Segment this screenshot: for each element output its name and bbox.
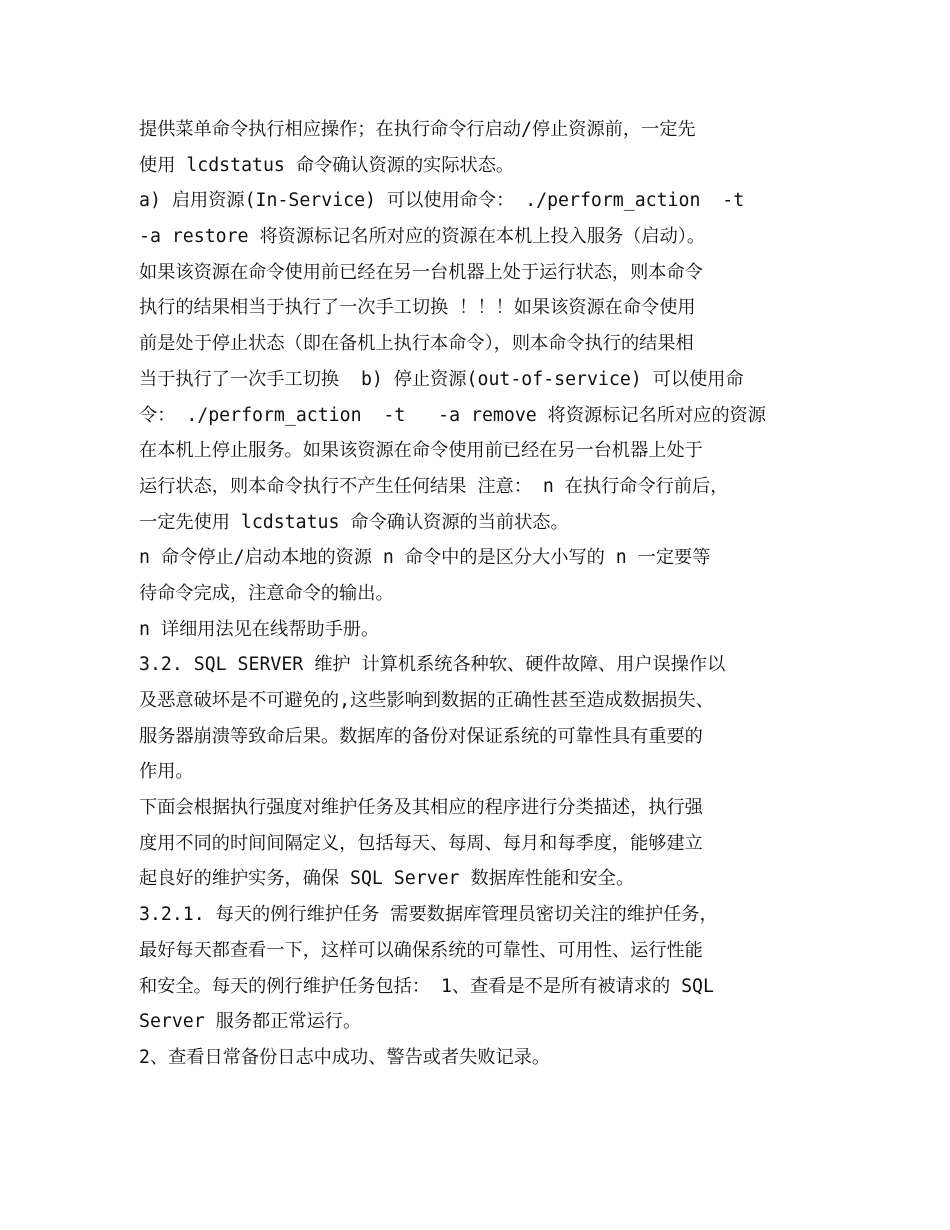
text-line: 起良好的维护实务，确保 SQL Server 数据库性能和安全。: [139, 868, 635, 890]
text-line: 下面会根据执行强度对维护任务及其相应的程序进行分类描述，执行强: [139, 797, 703, 819]
text-line: 前是处于停止状态（即在备机上执行本命令），则本命令执行的结果相: [139, 333, 694, 355]
text-line: 提供菜单命令执行相应操作；在执行命令行启动/停止资源前，一定先: [139, 119, 696, 140]
text-line: n 命令停止/启动本地的资源 n 命令中的是区分大小写的 n 一定要等: [139, 547, 711, 569]
text-line: Server 服务都正常运行。: [139, 1011, 362, 1033]
text-line: 度用不同的时间间隔定义，包括每天、每周、每月和每季度，能够建立: [139, 832, 703, 854]
section-heading-line: 3.2. SQL SERVER 维护 计算机系统各种软、硬件故障、用户误操作以: [139, 654, 726, 676]
text-line: 如果该资源在命令使用前已经在另一台机器上处于运行状态，则本命令: [139, 261, 703, 283]
text-line: 在本机上停止服务。如果该资源在命令使用前已经在另一台机器上处于: [139, 440, 703, 462]
text-line: 待命令完成，注意命令的输出。: [139, 582, 394, 604]
text-line: 令： ./perform_action -t -a remove 将资源标记名所对应的资源: [139, 404, 766, 426]
text-line: 最好每天都查看一下，这样可以确保系统的可靠性、可用性、运行性能: [139, 939, 703, 961]
text-line: 和安全。每天的例行维护任务包括： 1、查看是不是所有被请求的 SQL: [139, 975, 714, 997]
subsection-heading-line: 3.2.1. 每天的例行维护任务 需要数据库管理员密切关注的维护任务，: [139, 904, 718, 926]
text-line: 2、查看日常备份日志中成功、警告或者失败记录。: [139, 1046, 551, 1068]
text-line: 作用。: [139, 761, 194, 783]
text-line: 服务器崩溃等致命后果。数据库的备份对保证系统的可靠性具有重要的: [139, 725, 703, 747]
text-line: n 详细用法见在线帮助手册。: [139, 618, 380, 640]
text-line: 使用 lcdstatus 命令确认资源的实际状态。: [139, 154, 515, 176]
text-line: 执行的结果相当于执行了一次手工切换 ！！！如果该资源在命令使用: [139, 297, 696, 319]
text-line: 当于执行了一次手工切换 b) 停止资源(out-of-service) 可以使用命: [139, 368, 744, 390]
text-line: -a restore 将资源标记名所对应的资源在本机上投入服务（启动）。: [139, 226, 706, 248]
text-line: 一定先使用 lcdstatus 命令确认资源的当前状态。: [139, 511, 569, 533]
text-line: a) 启用资源(In-Service) 可以使用命令： ./perform_action -t: [139, 190, 745, 212]
text-line: 及恶意破坏是不可避免的,这些影响到数据的正确性甚至造成数据损失、: [139, 690, 714, 711]
text-line: 运行状态，则本命令执行不产生任何结果 注意： n 在执行命令行前后，: [139, 475, 729, 497]
document-body: [139, 112, 819, 1076]
